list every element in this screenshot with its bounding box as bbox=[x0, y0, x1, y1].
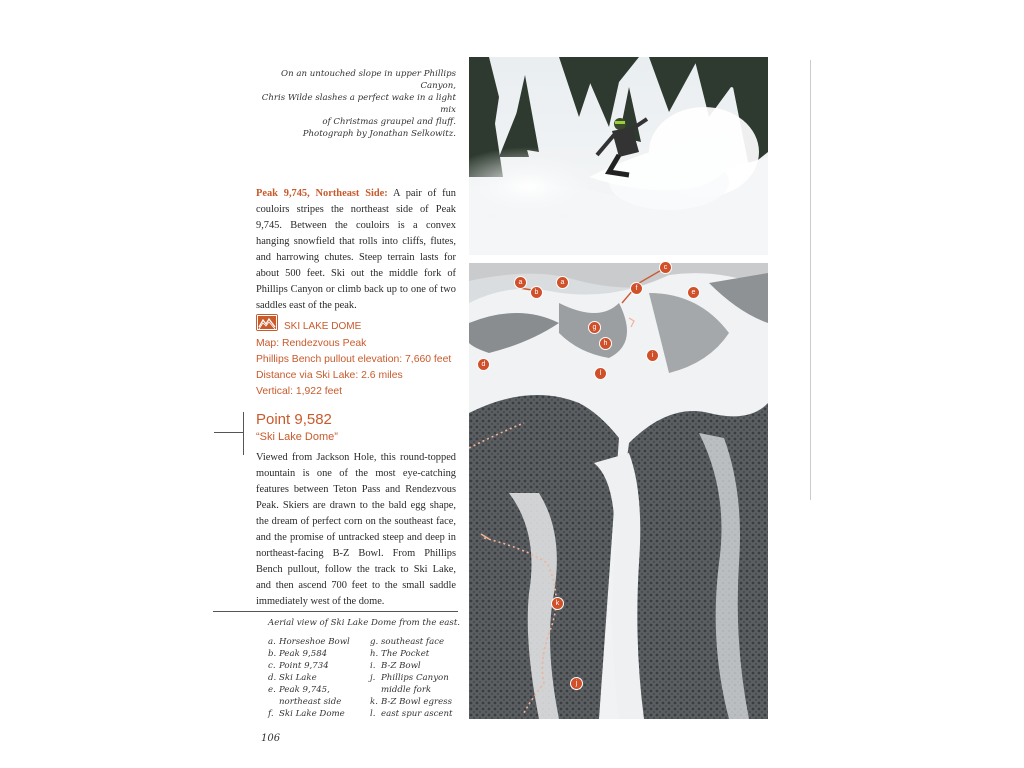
page-number: 106 bbox=[261, 733, 281, 744]
marker-i: i bbox=[647, 350, 658, 361]
page-edge-rule bbox=[810, 60, 811, 500]
legend-item: c. Point 9,734 bbox=[268, 661, 329, 671]
aerial-photo bbox=[469, 263, 768, 719]
marker-e: e bbox=[688, 287, 699, 298]
legend-item: h. The Pocket bbox=[370, 649, 430, 659]
legend-item: b. Peak 9,584 bbox=[268, 649, 328, 659]
legend-item: f. Ski Lake Dome bbox=[268, 709, 345, 719]
trip-elevation: Phillips Bench pullout elevation: 7,660 feet bbox=[256, 354, 452, 365]
snowboarder-photo bbox=[469, 57, 768, 255]
margin-rule-vertical bbox=[243, 412, 244, 455]
marker-f: f bbox=[631, 283, 642, 294]
legend-item: l. east spur ascent bbox=[370, 709, 453, 719]
marker-a2: a bbox=[557, 277, 568, 288]
marker-h: h bbox=[600, 338, 611, 349]
marker-b: b bbox=[531, 287, 542, 298]
marker-g: g bbox=[589, 322, 600, 333]
peak-title: Point 9,582 bbox=[256, 411, 332, 428]
legend-item: j. Phillips Canyon middle fork bbox=[370, 673, 449, 695]
legend-item: e. Peak 9,745, northeast side bbox=[268, 685, 342, 707]
section-lead: Peak 9,745, Northeast Side: bbox=[256, 188, 388, 199]
aerial-caption: Aerial view of Ski Lake Dome from the east. bbox=[268, 618, 461, 628]
marker-c: c bbox=[660, 262, 671, 273]
marker-j: j bbox=[571, 678, 582, 689]
legend-left bbox=[268, 636, 373, 720]
caption-rule bbox=[213, 611, 458, 612]
peak-subtitle: “Ski Lake Dome” bbox=[256, 431, 338, 443]
legend-item: i. B-Z Bowl bbox=[370, 661, 421, 671]
marker-d: d bbox=[478, 359, 489, 370]
trip-map: Map: Rendezvous Peak bbox=[256, 338, 367, 349]
trip-title: SKI LAKE DOME bbox=[284, 321, 362, 332]
peak-9745-paragraph bbox=[256, 186, 456, 314]
legend-right bbox=[370, 636, 470, 720]
section-text: A pair of fun couloirs stripes the northeast side of Peak 9,745. Between the couloirs is a convex hanging snowfield that rolls into cliffs, flutes, and harrowing chutes. Steep terrain lasts for about 500 feet. Ski out the middle fork of Phillips Canyon or climb back up to one of two saddles east of the peak. bbox=[256, 188, 456, 311]
legend-item: g. southeast face bbox=[370, 637, 445, 647]
photo-caption: On an untouched slope in upper Phillips Canyon, Chris Wilde slashes a perfect wake in a light mix of Christmas graupel and fluff. Photograph by Jonathan Selkowitz. bbox=[261, 69, 456, 139]
trip-vertical: Vertical: 1,922 feet bbox=[256, 386, 343, 397]
marker-k: k bbox=[552, 598, 563, 609]
marker-l: l bbox=[595, 368, 606, 379]
peak-paragraph: Viewed from Jackson Hole, this round-topped mountain is one of the most eye-catching features between Teton Pass and Rendezvous Peak. Skiers are drawn to the bald egg shape, the dream of perfect corn on the southeast face, and the promise of untracked steep and deep in northeast-facing B-Z Bowl. From Phillips Bench pullout, follow the track to Ski Lake, and then ascend 700 feet to the small saddle immediately west of the dome. bbox=[256, 452, 456, 607]
legend-item: a. Horseshoe Bowl bbox=[268, 637, 350, 647]
legend-item: k. B-Z Bowl egress bbox=[370, 697, 453, 707]
trip-distance: Distance via Ski Lake: 2.6 miles bbox=[256, 370, 403, 381]
mountain-icon bbox=[256, 314, 278, 331]
legend-item: d. Ski Lake bbox=[268, 673, 317, 683]
marker-a: a bbox=[515, 277, 526, 288]
trip-info bbox=[256, 336, 451, 400]
margin-rule-horizontal bbox=[214, 432, 244, 433]
